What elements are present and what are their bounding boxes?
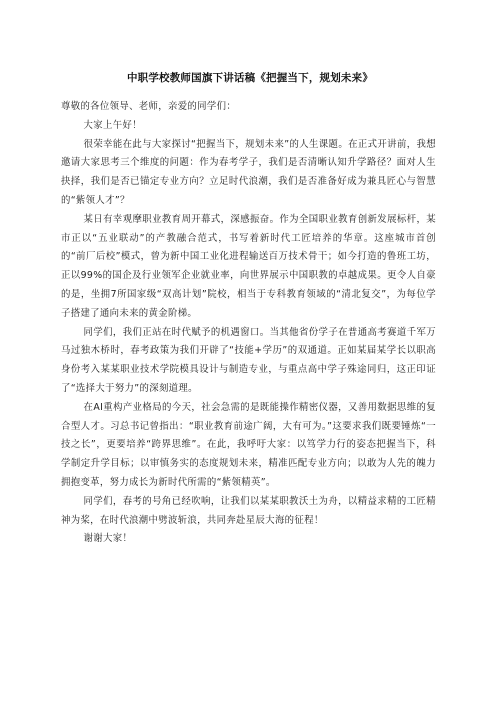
paragraph-city: 某日有幸观摩职业教育周开幕式，深感振奋。作为全国职业教育创新发展标杆，某市正以“五业联动”的产教融合范式，书写着新时代工匠培养的华章。这座城市首创的“前厂后校”模式，曾为新中国工业化进程输送百万技术骨干；如今打造的鲁班工坊，正以99%的国企及行业领军企业就业率，向世界展示中国职教的卓越成果。更令人自豪的是，坐拥7所国家级“双高计划”院校，相当于专科教育领域的“清北复交”，为每位学子搭建了通向未来的黄金阶梯。	[61, 213, 436, 319]
document-body	[61, 98, 436, 549]
document-title: 中职学校教师国旗下讲话稿《把握当下，规划未来》	[126, 72, 374, 84]
paragraph-greeting: 大家上午好！	[83, 119, 142, 131]
paragraph-intro: 很荣幸能在此与大家探讨“把握当下，规划未来”的人生课题。在正式开讲前，我想邀请大家思考三个维度的问题：作为春考学子，我们是否清晰认知升学路径？面对人生抉择，我们是否已锚定专业方向？立足时代浪潮，我们是否准备好成为兼具匠心与智慧的“紫领人才”？	[61, 138, 436, 206]
salutation: 尊敬的各位领导、老师，亲爱的同学们：	[61, 101, 237, 112]
paragraph-ai-era: 在AI重构产业格局的今天，社会急需的是既能操作精密仪器，又善用数据思维的复合型人才。习总书记曾指出：“职业教育前途广阔，大有可为。”这要求我们既要锤炼“一技之长”，更要培养“跨界思维”。在此，我呼吁大家：以笃学力行的姿态把握当下，科学制定升学目标；以审慎务实的态度规划未来，精准匹配专业方向；以敢为人先的魄力拥抱变革，努力成长为新时代所需的“紫领精英”。	[61, 401, 436, 488]
paragraph-closing: 同学们，春考的号角已经吹响，让我们以某某职教沃土为舟，以精益求精的工匠精神为桨，在时代浪潮中劈波斩浪，共同奔赴星辰大海的征程！	[61, 495, 436, 526]
paragraph-opportunity: 同学们，我们正站在时代赋予的机遇窗口。当其他省份学子在普通高考赛道千军万马过独木桥时，春考政策为我们开辟了“技能+学历”的双通道。正如某届某学长以职高身份考入某某职业技术学院模具设计与制造专业，与重点高中学子殊途同归，这正印证了“选择大于努力”的深刻道理。	[61, 326, 436, 394]
paragraph-thanks: 谢谢大家！	[83, 533, 133, 545]
